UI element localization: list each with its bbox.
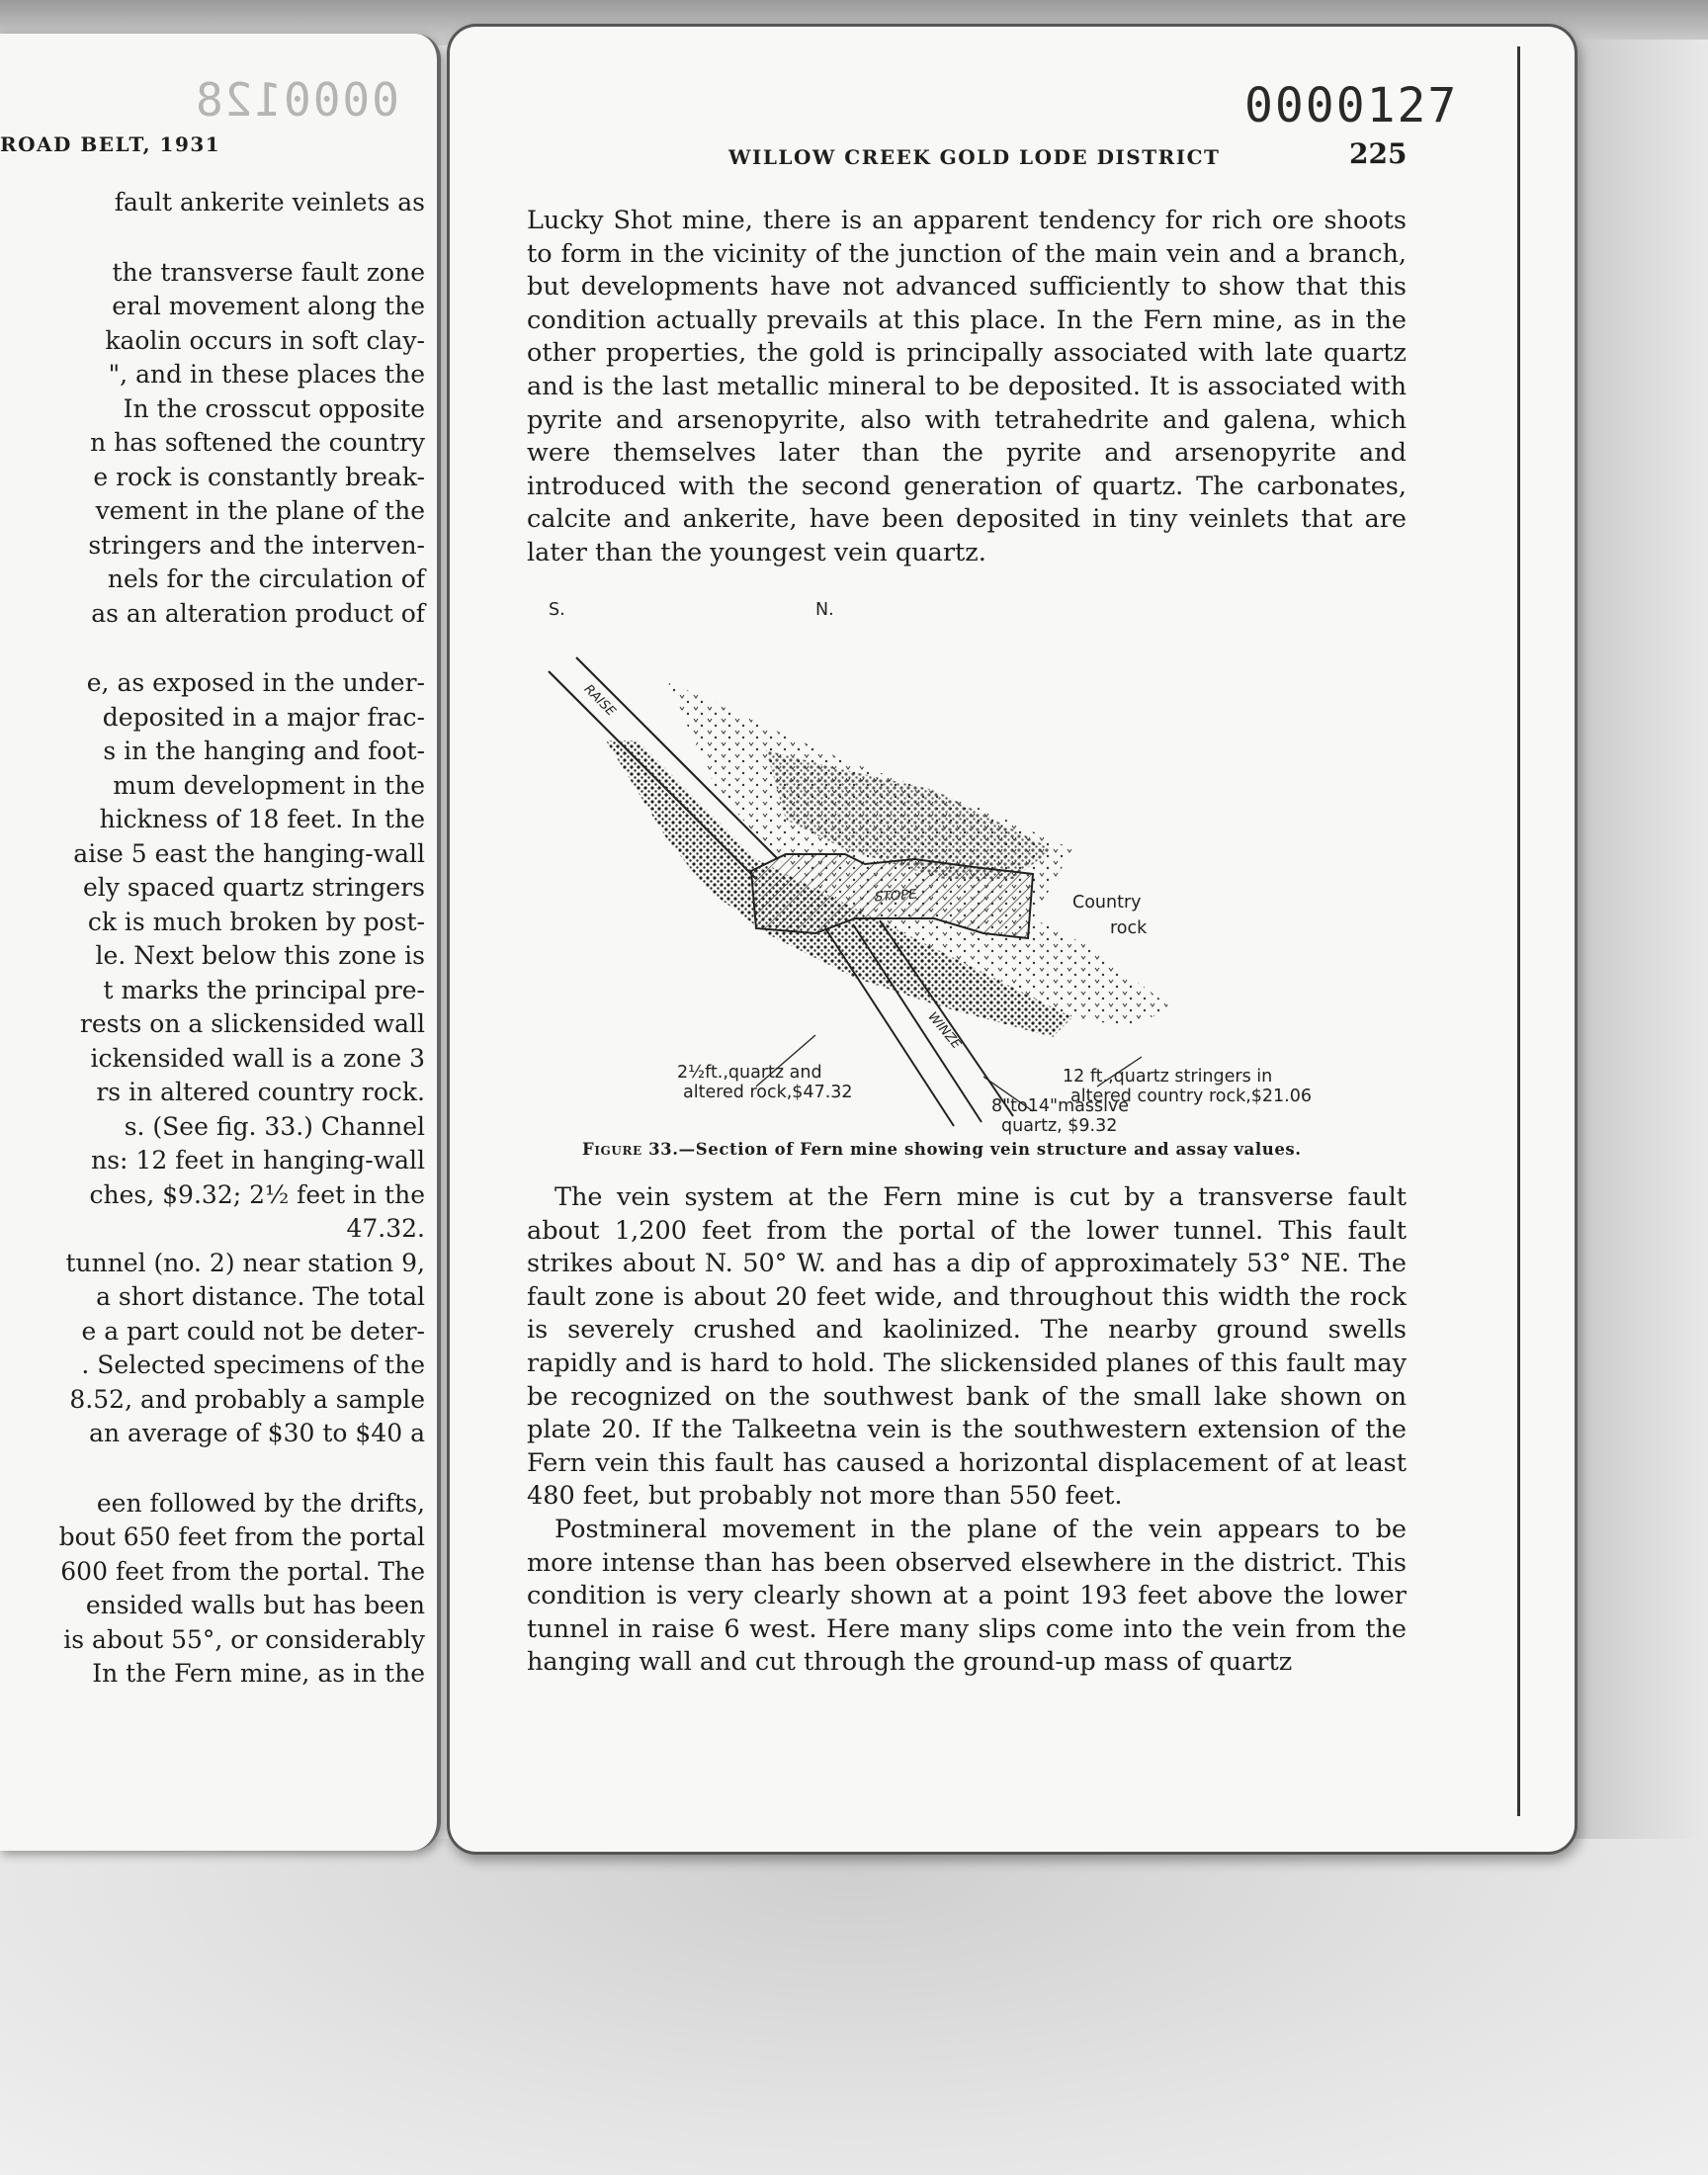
paragraph: Postmineral movement in the plane of the vein appears to be more intense than has been observed elsewhere in the district. This condition is very clearly shown at a point 193 feet above the lower tunnel in raise 6 west. Here many slips come into the vein from the hanging wall and cut through the ground-up mass of quartz [527, 1514, 1407, 1678]
label-country-rock: rock [1110, 918, 1148, 938]
label-stringers: 12 ft.,quartz stringers in [1063, 1067, 1273, 1087]
label-raise: RAISE [580, 681, 619, 720]
left-page-line: vement in the plane of the [95, 496, 425, 525]
label-massive-quartz: 8"to14"massive [991, 1096, 1130, 1116]
vein-section-diagram [519, 592, 1211, 1134]
left-page-line: as an alteration product of [91, 598, 425, 628]
text-block-lower [527, 1181, 1407, 1680]
left-page-line: s. (See fig. 33.) Channel [124, 1111, 425, 1141]
right-page [447, 24, 1578, 1855]
page-number: 225 [1349, 137, 1408, 170]
left-page-line: stringers and the interven- [88, 530, 425, 560]
left-page-line: aise 5 east the hanging-wall [73, 838, 425, 868]
left-page-line: ches, $9.32; 2½ feet in the [89, 1179, 425, 1209]
label-massive-quartz: quartz, $9.32 [1001, 1116, 1118, 1136]
left-page-line: s in the hanging and foot- [103, 737, 425, 765]
left-page-line: eral movement along the [112, 292, 425, 320]
left-page-text [0, 186, 425, 1692]
left-page-line: ickensided wall is a zone 3 [90, 1043, 425, 1073]
figure-caption-prefix: Figure 33. [582, 1140, 679, 1159]
left-page-line: the transverse fault zone [112, 257, 425, 287]
page-edge-line [1517, 46, 1520, 1816]
left-page-line: hickness of 18 feet. In the [99, 805, 425, 833]
left-page-line: fault ankerite veinlets as [114, 188, 425, 217]
left-page-line: bout 650 feet from the portal [58, 1522, 425, 1551]
left-page-line: tunnel (no. 2) near station 9, [65, 1248, 425, 1277]
label-quartz-altered: 2½ft.,quartz and [677, 1063, 822, 1083]
left-page-line: ely spaced quartz stringers [83, 873, 425, 902]
left-page-line: is about 55°, or considerably [63, 1624, 425, 1654]
left-page-line: n has softened the country [90, 428, 425, 457]
left-page-line: nels for the circulation of [107, 565, 425, 593]
label-country-rock: Country [1072, 893, 1142, 913]
figure-caption [582, 1140, 1302, 1159]
left-page-line: e a part could not be deter- [81, 1316, 425, 1346]
label-quartz-altered: altered rock,$47.32 [683, 1083, 853, 1102]
paragraph: The vein system at the Fern mine is cut by a transverse fault about 1,200 feet from the portal of the lower tunnel. This fault strikes about N. 50° W. and has a dip of approximately 53° NE. The fault zone is about 20 feet wide, and throughout this width the rock is severely crushed and kaolinized. The nearby ground swells rapidly and is hard to hold. The slickensided planes of this fault may be recognized on the southwest bank of the small lake shown on plate 20. If the Talkeetna vein is the southwestern extension of the Fern vein this fault has caused a horizontal displacement of at least 480 feet, but probably not more than 550 feet. [527, 1182, 1407, 1512]
left-page-line: ", and in these places the [108, 360, 425, 389]
left-page-line [0, 1451, 425, 1487]
left-page-line: In the Fern mine, as in the [92, 1659, 425, 1688]
page-stamp-number: 0000127 [1244, 78, 1459, 133]
label-south: S. [549, 600, 565, 620]
left-running-head: ROAD BELT, 1931 [0, 132, 221, 156]
left-page-line: rs in altered country rock. [96, 1078, 425, 1106]
left-page-line: a short distance. The total [96, 1282, 425, 1311]
left-page-line: le. Next below this zone is [95, 941, 425, 970]
left-page-line: een followed by the drifts, [96, 1488, 425, 1518]
label-north: N. [815, 600, 834, 620]
left-page-line: ck is much broken by post- [87, 907, 425, 936]
left-page-line: an average of $30 to $40 a [89, 1419, 425, 1447]
left-page-line: e rock is constantly break- [93, 462, 425, 491]
left-page-line: mum development in the [113, 770, 425, 800]
left-page-line: kaolin occurs in soft clay- [105, 325, 425, 355]
left-page-line: In the crosscut opposite [123, 393, 425, 423]
paragraph: Lucky Shot mine, there is an apparent tendency for rich ore shoots to form in the vicinity of the junction of the main vein and a branch, but developments have not advanced sufficiently to show that this condition actually prevails at this place. In the Fern mine, as in the other properties, the gold is principally associated with late quartz and is the last metallic mineral to be deposited. It is associated with pyrite and arsenopyrite, also with tetrahedrite and galena, which were themselves later than the pyrite and arsenopyrite and introduced with the second generation of quartz. The carbonates, calcite and ankerite, have been deposited in tiny veinlets that are later than the youngest vein quartz. [527, 206, 1407, 567]
left-page-line: t marks the principal pre- [103, 975, 425, 1004]
left-page-line: ensided walls but has been [85, 1591, 425, 1619]
running-head: WILLOW CREEK GOLD LODE DISTRICT [728, 145, 1221, 169]
left-page-line: deposited in a major frac- [102, 702, 425, 732]
label-stope: STOPE [874, 887, 917, 906]
left-page-line: 600 feet from the portal. The [60, 1556, 425, 1586]
left-page-line: 47.32. [346, 1214, 425, 1243]
left-page-line: e, as exposed in the under- [86, 668, 425, 697]
scan-shadow-bottom [0, 1839, 1708, 2175]
left-page [0, 34, 441, 1851]
left-page-line: 8.52, and probably a sample [69, 1384, 425, 1414]
left-page-line: rests on a slickensided wall [79, 1009, 425, 1038]
figure-33 [519, 592, 1313, 1136]
left-page-line: . Selected specimens of the [81, 1350, 425, 1379]
left-page-line: ns: 12 feet in hanging-wall [91, 1146, 425, 1174]
label-stringers: altered country rock,$21.06 [1070, 1087, 1313, 1106]
figure-caption-text: —Section of Fern mine showing vein structure and assay values. [678, 1140, 1302, 1159]
label-winze: WINZE [924, 1009, 964, 1053]
left-page-line [0, 220, 425, 256]
left-page-line [0, 631, 425, 666]
text-block-upper [527, 205, 1407, 570]
left-page-stamp: 0000128 [194, 73, 399, 127]
